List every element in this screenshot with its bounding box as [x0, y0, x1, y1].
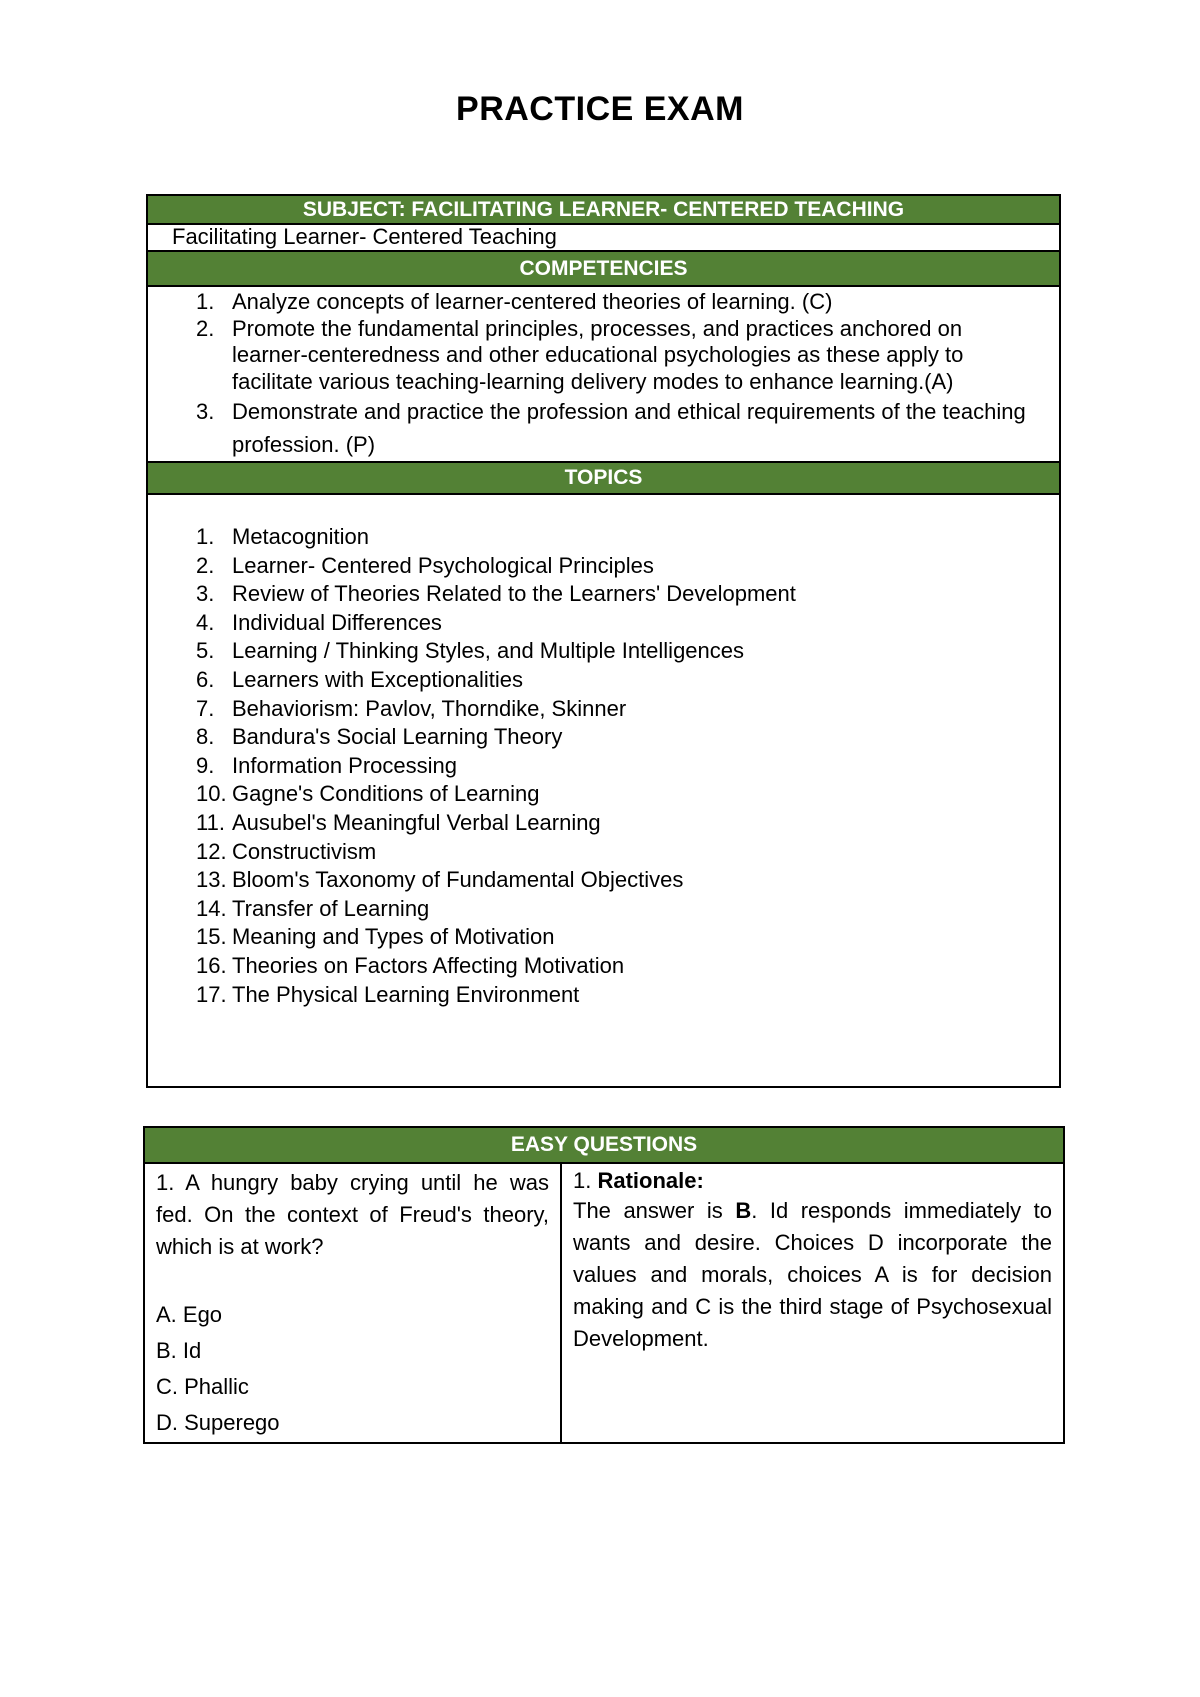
option-d: D. Superego — [156, 1410, 280, 1435]
rationale-cell — [561, 1163, 1064, 1443]
topics-list — [196, 523, 1039, 1009]
topic-item: 12. Constructivism — [196, 838, 377, 864]
topic-item: 9. Information Processing — [196, 752, 457, 778]
answer-letter: B — [735, 1198, 752, 1223]
competencies-header: COMPETENCIES — [147, 251, 1060, 286]
competency-item: 3. Demonstrate and practice the profession and ethical requirements of the teaching profession. (P) — [196, 399, 1026, 457]
topic-item: 14. Transfer of Learning — [196, 895, 430, 921]
easy-questions-table — [143, 1126, 1065, 1444]
competency-item: 2. Promote the fundamental principles, processes, and practices anchored on learner-centeredness and other educational psychologies as these apply to facilitate various teaching-learning delivery modes to enhance learning.(A) — [196, 315, 964, 394]
page-title: PRACTICE EXAM — [456, 90, 744, 128]
option-a: A. Ego — [156, 1302, 223, 1327]
topic-item: 4. Individual Differences — [196, 609, 442, 635]
topics-header: TOPICS — [147, 462, 1060, 494]
topic-item: 16. Theories on Factors Affecting Motivation — [196, 952, 625, 978]
topic-item: 15. Meaning and Types of Motivation — [196, 924, 555, 950]
topics-cell — [147, 494, 1060, 1087]
topic-item: 11. Ausubel's Meaningful Verbal Learning — [196, 809, 601, 835]
topic-item: 2. Learner- Centered Psychological Principles — [196, 552, 654, 578]
subject-name: Facilitating Learner- Centered Teaching — [147, 224, 1060, 251]
question-text: 1. A hungry baby crying until he was fed. On the context of Freud's theory, which is at work? — [156, 1170, 549, 1259]
easy-questions-header: EASY QUESTIONS — [144, 1127, 1064, 1163]
rationale-label: Rationale: — [597, 1168, 704, 1193]
topic-item: 5. Learning / Thinking Styles, and Multiple Intelligences — [196, 638, 745, 664]
option-c: C. Phallic — [156, 1374, 249, 1399]
topic-item: 8. Bandura's Social Learning Theory — [196, 724, 563, 750]
competencies-cell — [147, 286, 1060, 462]
topic-item: 6. Learners with Exceptionalities — [196, 666, 524, 692]
rationale-text: The answer is B. Id responds immediately to wants and desire. Choices D incorporate the values and morals, choices A is for decision making and C is the third stage of Psychosexual Development. — [573, 1198, 1053, 1351]
topic-item: 10. Gagne's Conditions of Learning — [196, 781, 540, 807]
topic-item: 13. Bloom's Taxonomy of Fundamental Objectives — [196, 867, 684, 893]
competencies-list — [196, 289, 1039, 461]
question-cell — [144, 1163, 561, 1443]
topic-item: 1. Metacognition — [196, 524, 369, 549]
course-info-table — [146, 194, 1061, 1088]
topic-item: 17. The Physical Learning Environment — [196, 981, 580, 1007]
rationale-number: 1. — [573, 1168, 598, 1193]
competency-item: 1. Analyze concepts of learner-centered theories of learning. (C) — [196, 289, 833, 314]
topic-item: 3. Review of Theories Related to the Learners' Development — [196, 581, 796, 607]
subject-header: SUBJECT: FACILITATING LEARNER- CENTERED TEACHING — [147, 195, 1060, 224]
topic-item: 7. Behaviorism: Pavlov, Thorndike, Skinner — [196, 695, 627, 721]
option-b: B. Id — [156, 1338, 202, 1363]
